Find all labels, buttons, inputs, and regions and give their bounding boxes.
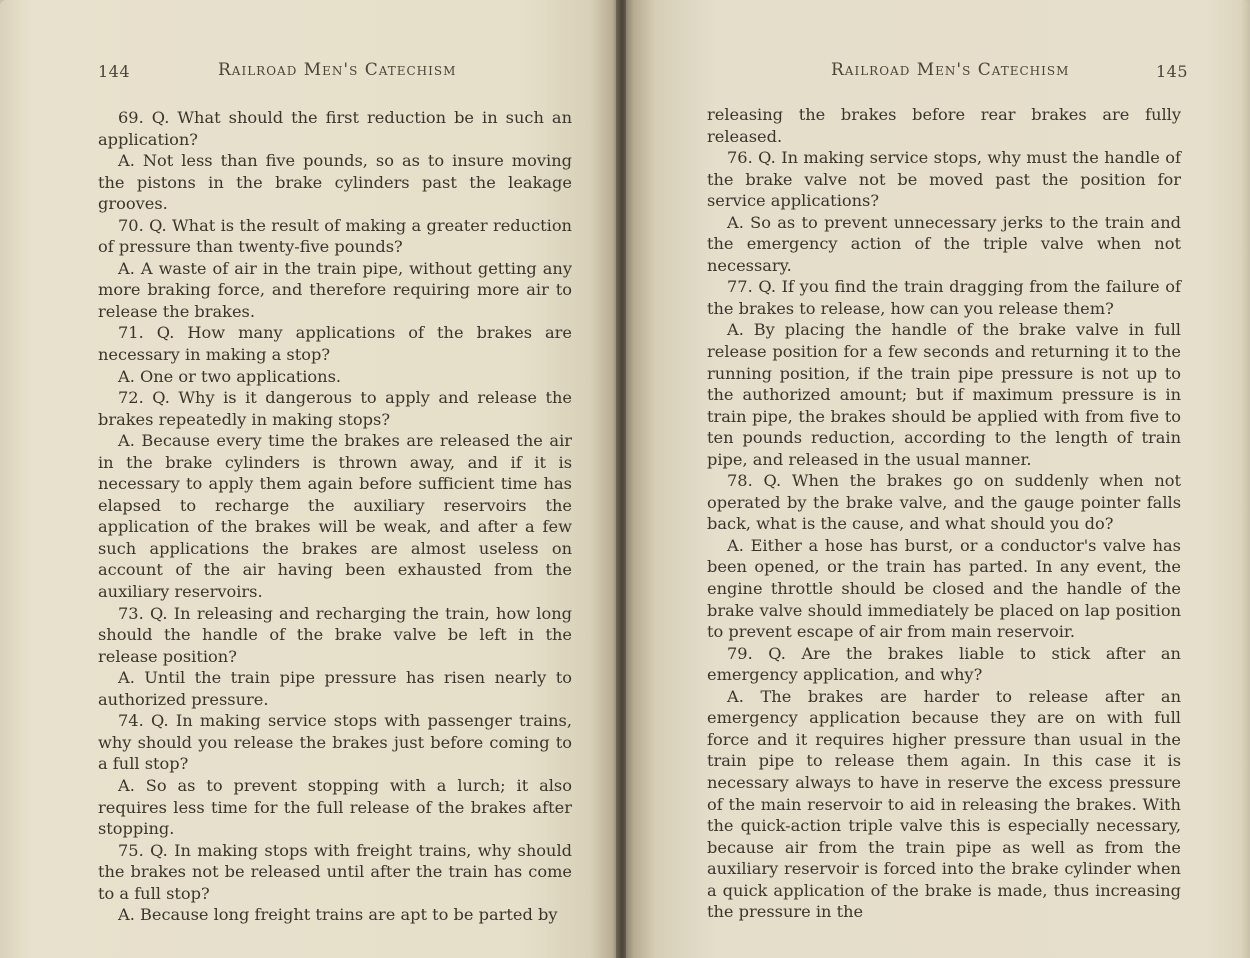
paragraph: 71. Q. How many applications of the brakes are necessary in making a stop? xyxy=(98,323,572,365)
paragraph: A. A waste of air in the train pipe, without getting any more braking force, and therefore requiring more air to release the brakes. xyxy=(98,258,572,321)
paragraph: 69. Q. What should the first reduction be in such an application? xyxy=(98,108,572,149)
paragraph: 74. Q. In making service stops with passenger trains, why should you release the brakes just before coming to a full stop? xyxy=(98,711,572,774)
paragraph: A. Until the train pipe pressure has risen nearly to authorized pressure. xyxy=(98,668,572,709)
paragraph: A. By placing the handle of the brake valve in full release position for a few seconds and returning it to the running position, if the train pipe pressure is not up to the authorized amount; but if maximum pressure is in train pipe, the brakes should be applied with from five to ten pounds reduction, according to the length of train pipe, and released in the usual manner. xyxy=(707,320,1181,469)
right-page-text xyxy=(707,104,1181,923)
paragraph: A. So as to prevent unnecessary jerks to the train and the emergency action of the triple valve when not necessary. xyxy=(707,212,1181,275)
right-page xyxy=(626,0,1250,958)
left-folio: 144 xyxy=(98,62,131,81)
paragraph: 76. Q. In making service stops, why must the handle of the brake valve not be moved past the position for service applications? xyxy=(707,148,1181,211)
paragraph: A. One or two applications. xyxy=(118,366,342,386)
paragraph: 73. Q. In releasing and recharging the train, how long should the handle of the brake valve be left in the release position? xyxy=(98,603,572,666)
left-page xyxy=(0,0,618,958)
paragraph: 77. Q. If you find the train dragging from the failure of the brakes to release, how can you release them? xyxy=(707,277,1181,318)
paragraph: A. The brakes are harder to release after an emergency application because they are on with full force and it requires higher pressure than usual in the train pipe to release them again. In this case it is necessary always to have in reserve the excess pressure of the main reservoir to aid in releasing the brakes. With the quick-action triple valve this is especially necessary, because air from the train pipe as well as from the auxiliary reservoir is forced into the brake cylinder when a quick application of the brake is made, thus increasing the pressure in the xyxy=(707,686,1181,922)
paragraph: 72. Q. Why is it dangerous to apply and release the brakes repeatedly in making stops? xyxy=(98,388,572,429)
right-folio: 145 xyxy=(1156,62,1189,81)
paragraph: A. Either a hose has burst, or a conductor's valve has been opened, or the train has parted. In any event, the engine throttle should be closed and the handle of the brake valve should immediately be placed on lap position to prevent escape of air from main reservoir. xyxy=(707,535,1181,642)
left-page-text xyxy=(98,107,572,926)
paragraph: A. Not less than five pounds, so as to insure moving the pistons in the brake cylinders past the leakage grooves. xyxy=(98,151,572,214)
paragraph: A. So as to prevent stopping with a lurch; it also requires less time for the full release of the brakes after stopping. xyxy=(98,775,572,839)
paragraph-continued: releasing the brakes before rear brakes are fully released. xyxy=(707,105,1181,146)
left-running-head: Railroad Men's Catechism xyxy=(218,60,457,80)
paragraph: 75. Q. In making stops with freight trains, why should the brakes not be released until after the train has come to a full stop? xyxy=(98,840,572,903)
paragraph: A. Because long freight trains are apt to be parted by xyxy=(118,905,558,925)
paragraph: 78. Q. When the brakes go on suddenly when not operated by the brake valve, and the gauge pointer falls back, what is the cause, and what should you do? xyxy=(707,471,1181,534)
paragraph: A. Because every time the brakes are released the air in the brake cylinders is thrown away, and if it is necessary to apply them again before sufficient time has elapsed to recharge the auxiliary reservoirs the application of the brakes will be weak, and after a few such applications the brakes are almost useless on account of the air having been exhausted from the auxiliary reservoirs. xyxy=(98,431,572,602)
right-running-head: Railroad Men's Catechism xyxy=(831,60,1070,80)
paragraph: 70. Q. What is the result of making a greater reduction of pressure than twenty-five pounds? xyxy=(98,215,572,257)
paragraph: 79. Q. Are the brakes liable to stick after an emergency application, and why? xyxy=(707,643,1181,685)
